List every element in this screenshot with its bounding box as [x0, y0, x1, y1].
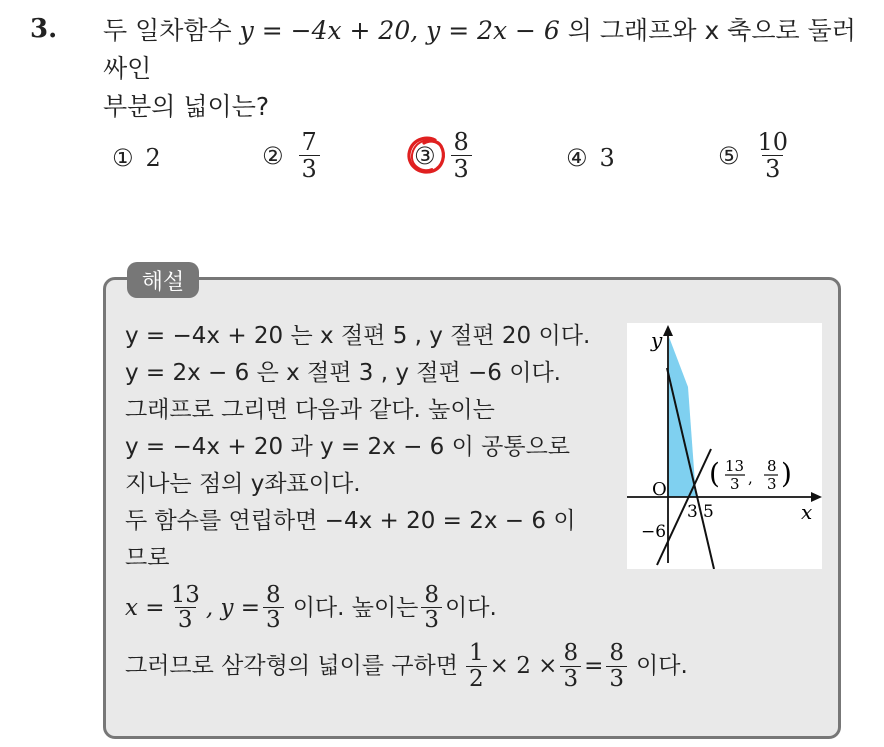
- option-2-mark: ②: [262, 142, 284, 171]
- question-number: 3.: [30, 14, 58, 44]
- graph-panel: [627, 323, 822, 569]
- y-axis-arrow-icon: [663, 325, 673, 336]
- answer-options: [0, 130, 884, 200]
- option-4[interactable]: [566, 144, 615, 172]
- question-suffix: 의 그래프와 x 축으로 둘러싸인: [103, 16, 856, 83]
- solution-line-2: y = 2x − 6 은 x 절편 3 , y 절편 −6 이다.: [125, 360, 561, 386]
- option-3-mark: ③: [414, 142, 436, 170]
- option-1-mark: ①: [112, 144, 134, 172]
- option-2[interactable]: [262, 130, 323, 183]
- option-3-fraction: $\frac{8}{3}$: [451, 130, 472, 183]
- question-prefix: 두 일차함수: [103, 16, 232, 45]
- solution-line-4: y = −4x + 20 과 y = 2x − 6 이 공통으로: [125, 434, 571, 460]
- intersection-point-label: [709, 457, 792, 493]
- x-axis-label: x: [801, 500, 813, 524]
- solution-line-9: 그러므로 삼각형의 넓이를 구하면 $\frac{1}{2}$ × 2 × $\frac{8}{3}$ = $\frac{8}{3}$ 이다.: [125, 640, 688, 692]
- y-intercept-label: −6: [641, 522, 667, 542]
- option-3[interactable]: [414, 130, 475, 183]
- svg-text:3: 3: [730, 475, 740, 493]
- x-tick-3: 3: [687, 502, 698, 522]
- option-5-mark: ⑤: [718, 142, 740, 171]
- solution-line-6: 두 함수를 연립하면 −4x + 20 = 2x − 6 이: [125, 508, 576, 534]
- origin-label: O: [652, 479, 667, 500]
- option-5-fraction: $\frac{10}{3}$: [757, 128, 789, 184]
- option-5[interactable]: [718, 130, 794, 183]
- option-2-fraction: $\frac{7}{3}$: [299, 130, 320, 183]
- solution-line-8: x = $\frac{13}{3}$ , y = $\frac{8}{3}$ 이다. 높이는 $\frac{8}{3}$ 이다.: [125, 582, 497, 634]
- solution-line-5: 지나는 점의 y좌표이다.: [125, 471, 361, 497]
- solution-line-1: y = −4x + 20 는 x 절편 5 , y 절편 20 이다.: [125, 323, 591, 349]
- question-line2: 부분의 넓이는?: [103, 92, 270, 121]
- question-text: [103, 12, 863, 126]
- svg-text:): ): [781, 457, 792, 490]
- equation-1: y = −4x + 20,: [239, 16, 419, 45]
- svg-text:8: 8: [767, 457, 777, 475]
- equation-2: y = 2x − 6: [426, 16, 560, 45]
- x-axis-arrow-icon: [811, 492, 822, 502]
- svg-text:(: (: [709, 457, 720, 490]
- option-1-value: 2: [145, 144, 161, 172]
- y-axis-label: y: [651, 328, 663, 352]
- svg-text:3: 3: [767, 475, 777, 493]
- solution-line-7: 므로: [125, 545, 170, 571]
- option-1[interactable]: [112, 144, 161, 172]
- option-4-mark: ④: [566, 144, 588, 172]
- svg-text:13: 13: [725, 457, 745, 475]
- solution-text: [125, 318, 688, 692]
- graph-svg: [627, 323, 822, 569]
- solution-tab: 해설: [127, 262, 199, 298]
- x-tick-5: 5: [703, 502, 714, 522]
- option-4-value: 3: [599, 144, 615, 172]
- svg-text:,: ,: [748, 469, 753, 487]
- solution-line-3: 그래프로 그리면 다음과 같다. 높이는: [125, 397, 495, 423]
